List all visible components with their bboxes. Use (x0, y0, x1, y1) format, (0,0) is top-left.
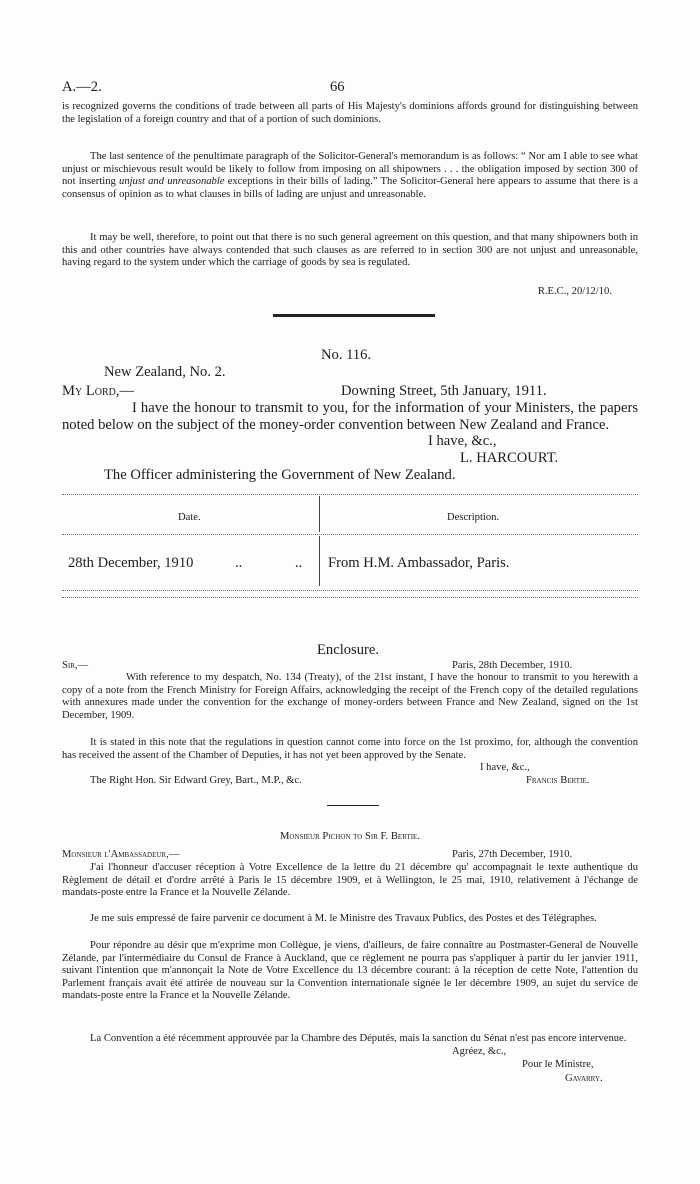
note-salutation: Monsieur l'Ambassadeur,— (62, 849, 180, 860)
despatch-addressee: The Officer administering the Government of New Zealand. (104, 467, 456, 483)
enclosure-title: Enclosure. (317, 642, 380, 658)
table-column-divider (319, 536, 320, 586)
despatch-number: No. 116. (321, 347, 372, 363)
enclosure-paragraph-2: It is stated in this note that the regulations in question cannot come into force on the 1st proximo, for, although the convention has received the assent of the Chamber of Deputies, it has not yet been approved by the Senate. (62, 737, 638, 761)
table-cell-dots-1: .. (235, 555, 243, 571)
note-paragraph-1: J'ai l'honneur d'accuser réception à Votre Excellence de la lettre du 21 décembre qu' accompagnait le texte authentique du Règlement de détail et d'ordre arrêté à Paris le 15 décembre 1909, et à Wellington, le 25 mai, 1910, relativement à l'échange de mandats-poste entre la France et la Nouvelle Zélande. (62, 862, 638, 899)
section-rule-short (327, 805, 379, 806)
enclosure-place-date: Paris, 28th December, 1910. (452, 660, 573, 671)
despatch-signatory: L. HARCOURT. (460, 450, 559, 466)
table-bottom-rule (62, 590, 638, 591)
table-cell-date: 28th December, 1910 (68, 555, 194, 571)
memo-signature: R.E.C., 20/12/10. (537, 286, 612, 297)
page-number: 66 (330, 79, 345, 95)
enclosure-closing: I have, &c., (480, 762, 530, 773)
table-row (68, 555, 193, 572)
despatch-body: I have the honour to transmit to you, for the information of your Ministers, the papers noted below on the subject of the money-order convention between New Zealand and France. (62, 400, 638, 433)
memo-italic-phrase: unjust and unreasonable (119, 176, 225, 188)
table-header-description: Description. (447, 512, 500, 523)
enclosure-salutation: Sir,— (62, 660, 89, 671)
despatch-country: New Zealand, No. 2. (104, 364, 226, 380)
table-header-divider (319, 496, 320, 532)
note-signatory: Gavarry. (565, 1073, 603, 1084)
note-place-date: Paris, 27th December, 1910. (452, 849, 573, 860)
note-closing: Agréez, &c., (452, 1046, 507, 1057)
enclosure-addressee: The Right Hon. Sir Edward Grey, Bart., M.P., &c. (90, 775, 302, 786)
enclosure-paragraph-1: With reference to my despatch, No. 134 (Treaty), of the 21st instant, I have the honour to transmit to you herewith a copy of a note from the French Ministry for Foreign Affairs, acknowledging the receipt of the French copy of the detailed regulations with annexures made under the convention for the exchange of money-orders between France and New Zealand, signed on the 1st December, 1909. (62, 672, 638, 721)
note-paragraph-4: La Convention a été récemment approuvée par la Chambre des Députés, mais la sanction du Sénat n'est pas encore intervenue. (90, 1033, 627, 1044)
despatch-salutation: My Lord,— (62, 383, 135, 399)
document-reference: A.—2. (62, 79, 102, 95)
table-cell-description: From H.M. Ambassador, Paris. (328, 555, 510, 571)
memo-paragraph-2: The last sentence of the penultimate paragraph of the Solicitor-General's memorandum is as follows: “ Nor am I able to see what unjust or mischievous result would be likely to follow from imposing on all shipowners . . . the obligation imposed by section 300 of not inserting unjust and unreasonable exceptions in their bills of lading.” The Solicitor-General here appears to assume that there is a consensus of opinion as to what clauses in bills of lading are unjust and unreasonable. (62, 151, 638, 200)
note-paragraph-2: Je me suis empressé de faire parvenir ce document à M. le Ministre des Travaux Publics, des Postes et des Télégraphes. (90, 913, 597, 924)
section-rule-heavy (273, 314, 435, 317)
despatch-place-date: Downing Street, 5th January, 1911. (341, 383, 547, 399)
table-top-rule (62, 494, 638, 495)
note-closing-2: Pour le Ministre, (522, 1059, 594, 1070)
despatch-closing: I have, &c., (428, 433, 497, 449)
note-title: Monsieur Pichon to Sir F. Bertie. (280, 831, 420, 842)
table-header-date: Date. (178, 512, 201, 523)
table-cell-dots-2: .. (295, 555, 303, 571)
memo-paragraph-1: is recognized governs the conditions of trade between all parts of His Majesty's dominions affords ground for distinguishing between the legislation of a foreign country and that of a portion of such dominions. (62, 101, 638, 125)
enclosure-signatory: Francis Bertie. (526, 775, 590, 786)
table-bottom-rule-2 (62, 597, 638, 598)
memo-paragraph-3: It may be well, therefore, to point out that there is no such general agreement on this question, and that many shipowners both in this and other countries have always contended that such clauses as are referred to in section 300 are not unjust and unreasonable, having regard to the system under which the carriage of goods by sea is regulated. (62, 232, 638, 269)
note-paragraph-3: Pour répondre au désir que m'exprime mon Collègue, je viens, d'ailleurs, de faire connaître au Postmaster-General de Nouvelle Zélande, par l'intermédiaire du Consul de France à Auckland, que ce règlement ne pourra pas s'appliquer à partir du ler janvier 1911, suivant l'intention que m'annonçait la Note de Votre Excellence du 13 décembre courant: à la réception de cette Note, l'attention du Parlement français avait été attirée de nouveau sur la Convention internationale signée le ler décembre 1909, au sujet du service de mandats-poste entre la France et la Nouvelle Zélande. (62, 940, 638, 1002)
table-header-rule (62, 534, 638, 535)
